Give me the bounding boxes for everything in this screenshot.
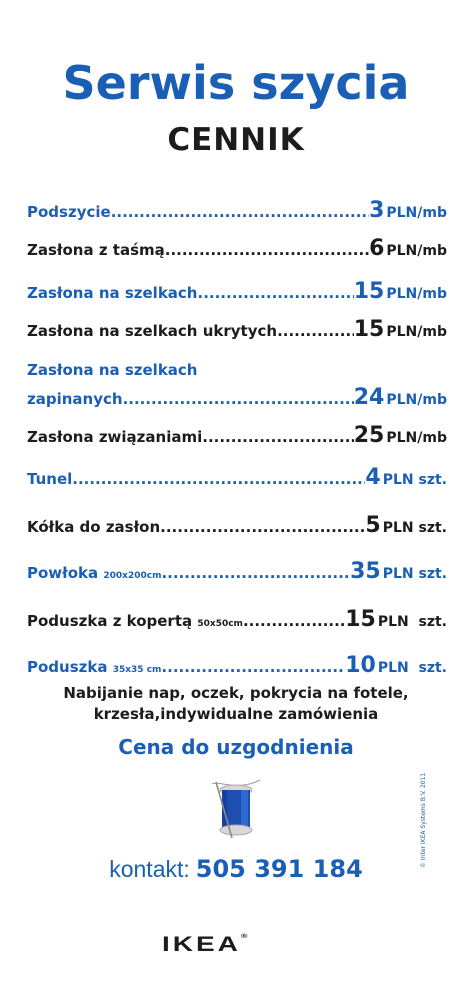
item-price: 15 bbox=[345, 607, 376, 632]
item-unit: PLN szt. bbox=[382, 566, 447, 582]
item-price: 6 bbox=[369, 236, 385, 261]
ikea-logo: IKEA® bbox=[162, 932, 248, 956]
item-price: 3 bbox=[369, 198, 385, 223]
contact bbox=[0, 855, 472, 883]
item-label: Zasłona na szelkach ukrytych bbox=[27, 322, 278, 340]
item-label: Zasłona na szelkach bbox=[27, 284, 198, 302]
price-row bbox=[27, 317, 447, 355]
item-price: 15 bbox=[353, 317, 385, 342]
price-row bbox=[27, 236, 447, 279]
leader-dots bbox=[72, 470, 365, 488]
item-label: Poduszka z kopertą 50x50cm bbox=[27, 612, 243, 630]
leader-dots bbox=[160, 518, 365, 536]
leader-dots bbox=[123, 390, 354, 408]
item-unit: PLN/mb bbox=[386, 286, 447, 302]
item-label: Zasłona z taśmą bbox=[27, 241, 165, 259]
item-label-line1: Zasłona na szelkach bbox=[27, 361, 198, 379]
item-price: 10 bbox=[345, 653, 376, 678]
contact-number[interactable]: 505 391 184 bbox=[195, 855, 363, 883]
leader-dots bbox=[165, 241, 369, 259]
item-unit: PLN/mb bbox=[386, 392, 447, 408]
page-title: Serwis szycia bbox=[62, 56, 410, 110]
item-price: 24 bbox=[353, 385, 385, 410]
price-note: Cena do uzgodnienia bbox=[118, 735, 354, 759]
price-row bbox=[27, 198, 447, 231]
page-subtitle: CENNIK bbox=[167, 122, 305, 158]
services-note: Nabijanie nap, oczek, pokrycia na fotele, krzesła,indywidualne zamówienia bbox=[63, 684, 409, 723]
price-row bbox=[27, 279, 447, 313]
leader-dots bbox=[111, 203, 369, 221]
item-unit: PLN/mb bbox=[386, 324, 447, 340]
item-unit: PLN szt. bbox=[377, 614, 447, 630]
item-price: 15 bbox=[353, 279, 385, 304]
leader-dots bbox=[243, 612, 345, 630]
price-row bbox=[27, 513, 447, 551]
item-price: 5 bbox=[365, 513, 381, 538]
item-label: Zasłona związaniami bbox=[27, 428, 203, 446]
item-size-note: 35x35 cm bbox=[112, 665, 162, 675]
thread-spool-icon bbox=[206, 778, 266, 842]
item-size-note: 200x200cm bbox=[103, 571, 162, 581]
copyright-text: © Inter IKEA Systems B.V. 2011 bbox=[420, 772, 427, 868]
item-label: Podszycie bbox=[27, 203, 111, 221]
item-size-note: 50x50cm bbox=[197, 619, 243, 629]
item-unit: PLN szt. bbox=[382, 520, 447, 536]
item-unit: PLN szt. bbox=[382, 472, 447, 488]
item-label: Poduszka 35x35 cm bbox=[27, 658, 162, 676]
item-label: Kółka do zasłon bbox=[27, 518, 161, 536]
item-label: zapinanych bbox=[27, 390, 123, 408]
price-row bbox=[27, 423, 447, 457]
price-row bbox=[27, 559, 447, 597]
leader-dots bbox=[161, 564, 350, 582]
price-row-two-line bbox=[27, 361, 447, 413]
item-unit: PLN szt. bbox=[377, 660, 447, 676]
item-label: Tunel bbox=[27, 470, 73, 488]
item-unit: PLN/mb bbox=[386, 205, 447, 221]
item-unit: PLN/mb bbox=[386, 243, 447, 259]
item-price: 35 bbox=[350, 559, 381, 584]
leader-dots bbox=[277, 322, 354, 340]
contact-label: kontakt: bbox=[109, 856, 190, 882]
item-price: 4 bbox=[365, 465, 381, 490]
item-price: 25 bbox=[353, 423, 385, 448]
price-row bbox=[27, 465, 447, 503]
leader-dots bbox=[161, 658, 345, 676]
item-label: Powłoka 200x200cm bbox=[27, 564, 162, 582]
leader-dots bbox=[202, 428, 354, 446]
leader-dots bbox=[198, 284, 354, 302]
price-row bbox=[27, 607, 447, 645]
item-unit: PLN/mb bbox=[386, 430, 447, 446]
price-list bbox=[27, 198, 447, 691]
